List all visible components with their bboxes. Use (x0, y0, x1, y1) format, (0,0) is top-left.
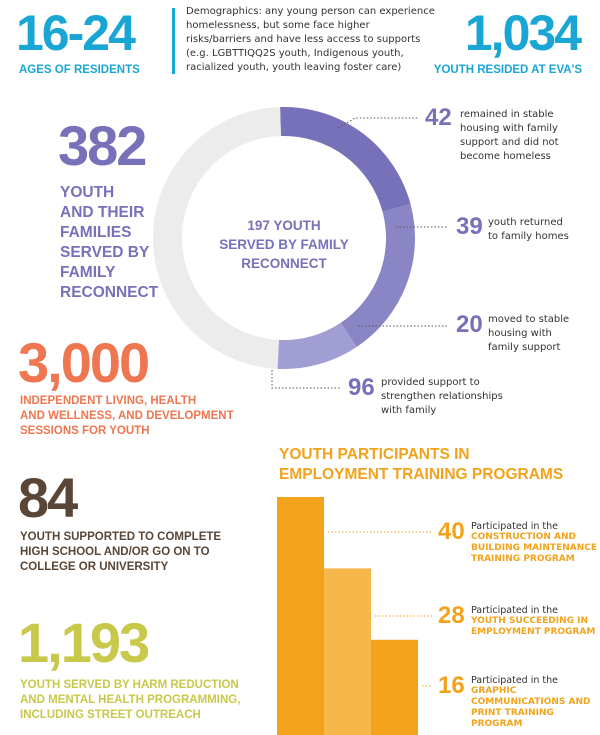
slice-value: 20 (456, 311, 483, 338)
slice-label-line: with family (381, 405, 437, 416)
slice-label-line: housing with (488, 328, 552, 339)
slice-label-line: moved to stable (488, 314, 570, 325)
bar-program-line: COMMUNICATIONS AND (471, 697, 591, 707)
bar-label (471, 521, 597, 565)
age-range-label: AGES OF RESIDENTS (19, 64, 140, 76)
harm-value: 1,193 (18, 611, 149, 674)
slice-label-line: family support (488, 342, 561, 353)
family-label-line: SERVED BY (60, 244, 150, 261)
family-value: 382 (58, 114, 146, 177)
bar-chart-title-line: YOUTH PARTICIPANTS IN (279, 446, 470, 463)
slice-value: 39 (456, 213, 483, 240)
school-value: 84 (18, 466, 77, 529)
bar (371, 640, 418, 735)
bar-label (471, 675, 600, 730)
bar-program-line: GRAPHIC (471, 686, 517, 696)
age-range-value: 16-24 (16, 5, 134, 61)
bar-label (471, 605, 595, 638)
slice-label-line: provided support to (381, 377, 480, 388)
slice-label-line: youth returned (488, 217, 563, 228)
harm-label-line: INCLUDING STREET OUTREACH (20, 709, 201, 721)
slice-label-line: remained in stable (460, 109, 554, 120)
harm-label-line: AND MENTAL HEALTH PROGRAMMING, (20, 694, 241, 706)
demographics-text: Demographics: any young person can experience homelessness, but some face higher risks/barriers and have less access to supports (e.g. LGBTTIQQ2S youth, Indigenous youth, racialized youth, youth leaving foster care) (186, 6, 435, 73)
bar-program-line: BUILDING MAINTENANCE (471, 543, 597, 553)
bar-label-prefix: Participated in the (471, 605, 558, 616)
slice-label-line: become homeless (460, 151, 551, 162)
bar-program-line: YOUTH SUCCEEDING IN (471, 616, 589, 626)
sessions-label-line: AND WELLNESS, AND DEVELOPMENT (20, 410, 234, 422)
sessions-label-line: SESSIONS FOR YOUTH (20, 425, 150, 437)
slice-value: 96 (348, 374, 375, 401)
donut-center-line: SERVED BY FAMILY (219, 237, 349, 252)
slice-label-line: strengthen relationships (381, 391, 503, 402)
bar-program-line: PRINT TRAINING PROGRAM (471, 708, 554, 729)
slice-label-line: to family homes (488, 231, 569, 242)
bar-value: 28 (438, 602, 465, 629)
bar-program-line: TRAINING PROGRAM (471, 554, 575, 564)
harm-label-line: YOUTH SERVED BY HARM REDUCTION (20, 679, 239, 691)
sessions-label-line: INDEPENDENT LIVING, HEALTH (20, 395, 197, 407)
family-label-line: AND THEIR (60, 204, 145, 221)
family-label-line: RECONNECT (60, 284, 159, 301)
bar-program-line: EMPLOYMENT PROGRAM (471, 627, 596, 637)
youth-resided-label: YOUTH RESIDED AT EVA'S (433, 64, 582, 76)
bar-label-prefix: Participated in the (471, 521, 558, 532)
family-label-line: FAMILIES (60, 224, 132, 241)
slice-label-line: housing with family (460, 123, 558, 134)
bar-value: 16 (438, 672, 465, 699)
school-label-line: COLLEGE OR UNIVERSITY (20, 561, 169, 573)
family-label-line: YOUTH (60, 184, 115, 201)
bar-chart-title-line: EMPLOYMENT TRAINING PROGRAMS (279, 466, 564, 483)
family-label-line: FAMILY (60, 264, 116, 281)
youth-resided-value: 1,034 (464, 5, 580, 61)
bar (277, 497, 324, 735)
bar-value: 40 (438, 518, 465, 545)
bar-program-line: CONSTRUCTION AND (471, 532, 577, 542)
slice-value: 42 (425, 104, 452, 131)
school-label-line: YOUTH SUPPORTED TO COMPLETE (20, 531, 222, 543)
donut-center-line: 197 YOUTH (247, 218, 321, 233)
donut-center-line: RECONNECT (241, 256, 327, 271)
bar (324, 568, 371, 735)
sessions-value: 3,000 (18, 331, 149, 394)
slice-label-line: support and did not (460, 137, 559, 148)
school-label-line: HIGH SCHOOL AND/OR GO ON TO (20, 546, 210, 558)
bar-label-prefix: Participated in the (471, 675, 558, 686)
